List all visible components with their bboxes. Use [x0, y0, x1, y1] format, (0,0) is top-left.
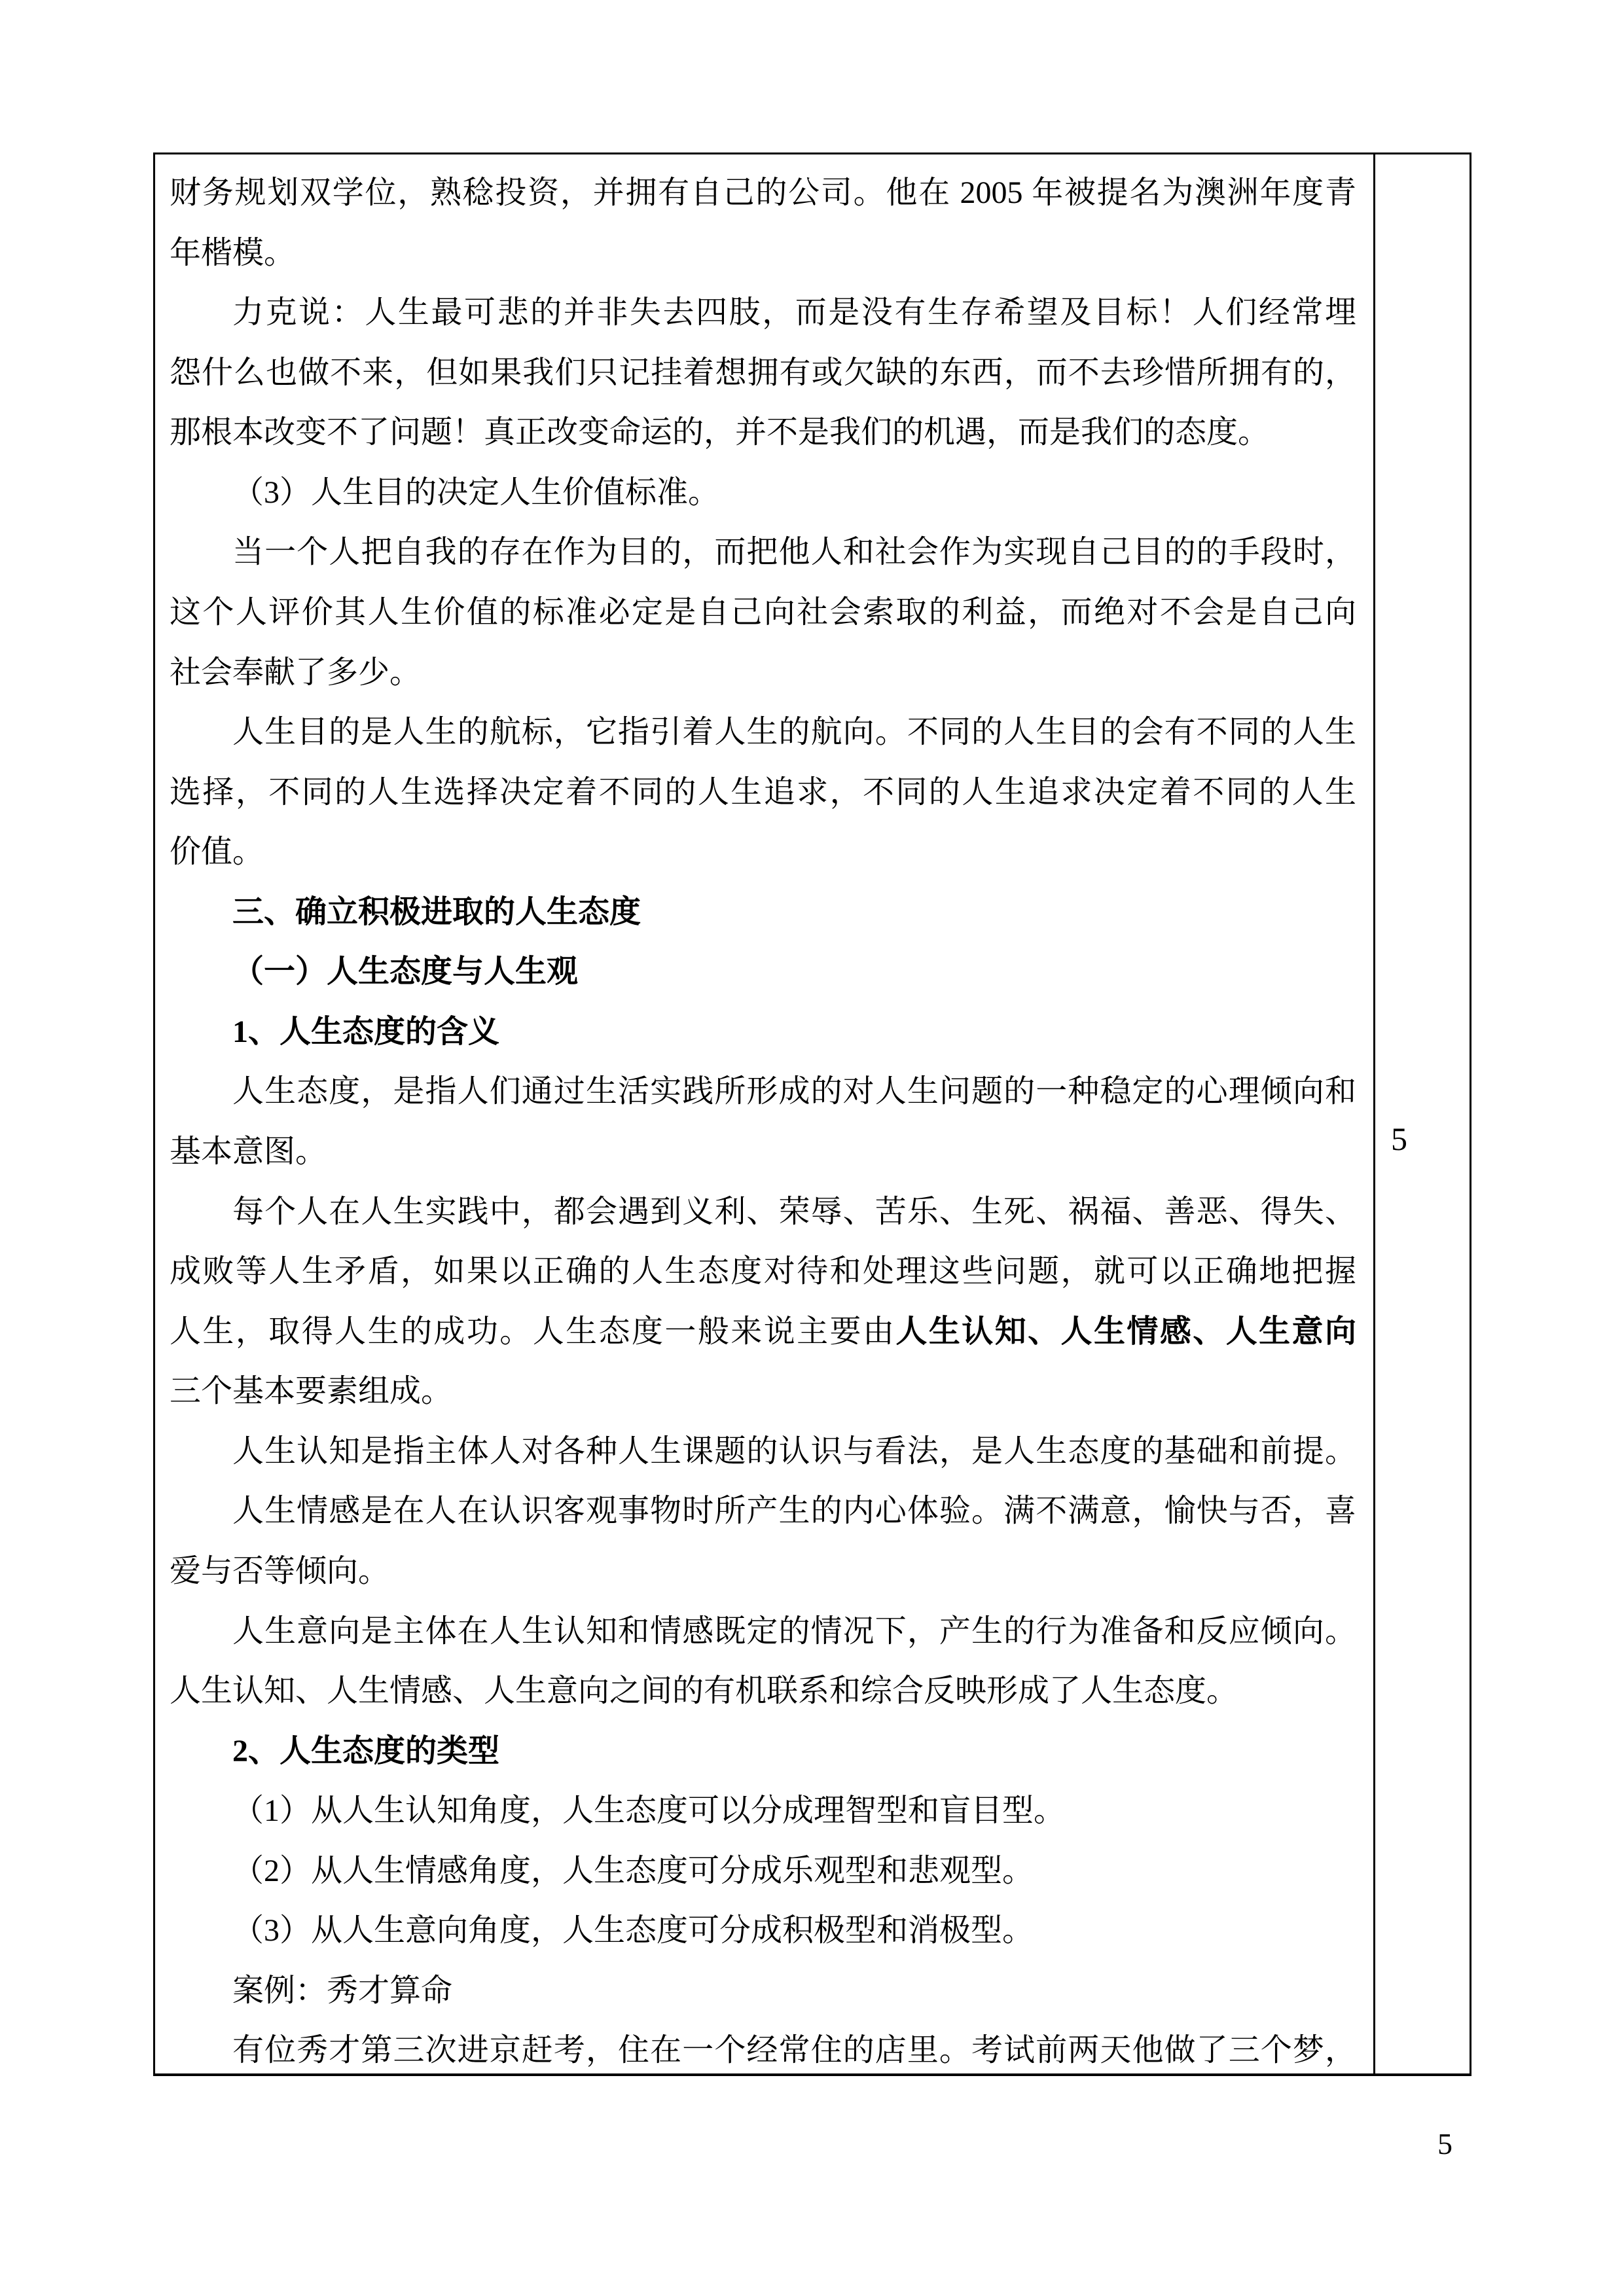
- text-line: [170, 223, 1356, 283]
- text-segment: （1）从人生认知角度，人生态度可以分成理智型和盲目型。: [232, 1793, 1066, 1829]
- text-segment: 人生意向是主体在人生认知和情感既定的情况下，产生的行为准备和反应倾向。: [232, 1613, 1356, 1649]
- text-segment: 财务规划双学位，熟稔投资，并拥有自己的公司。他在 2005 年被提名为澳洲年度青: [170, 175, 1356, 210]
- text-line: [170, 882, 1356, 942]
- text-line: [170, 1781, 1356, 1841]
- text-segment: 三个基本要素组成。: [170, 1374, 453, 1409]
- text-line: [170, 1661, 1356, 1721]
- lesson-plan-table: [153, 152, 1471, 2076]
- text-line: [170, 1182, 1356, 1242]
- text-line: [170, 1242, 1356, 1302]
- text-segment: 选择，不同的人生选择决定着不同的人生追求，不同的人生追求决定着不同的人生: [170, 774, 1356, 810]
- text-line: [170, 1961, 1356, 2021]
- text-segment: 人生态度，是指人们通过生活实践所形成的对人生问题的一种稳定的心理倾向和: [232, 1074, 1356, 1109]
- content-cell: [155, 154, 1375, 2073]
- text-line: [170, 403, 1356, 463]
- text-line: [170, 163, 1356, 223]
- text-line: [170, 1122, 1356, 1182]
- text-segment: 那根本改变不了问题！真正改变命运的，并不是我们的机遇，而是我们的态度。: [170, 415, 1270, 450]
- page-number: 5: [1437, 2127, 1453, 2161]
- text-segment: 人生情感是在人在认识客观事物时所产生的内心体验。满不满意，愉快与否，喜: [232, 1494, 1356, 1529]
- text-segment: 成败等人生矛盾，如果以正确的人生态度对待和处理这些问题，就可以正确地把握: [170, 1254, 1356, 1289]
- text-segment: 这个人评价其人生价值的标准必定是自己向社会索取的利益，而绝对不会是自己向: [170, 594, 1356, 630]
- text-segment: 当一个人把自我的存在作为目的，而把他人和社会作为实现自己目的的手段时，: [232, 535, 1356, 570]
- text-line: [170, 1602, 1356, 1662]
- text-segment: （一）人生态度与人生观: [232, 954, 579, 990]
- text-segment: 案例：秀才算命: [232, 1973, 453, 2008]
- text-segment: 年楷模。: [170, 235, 296, 270]
- text-line: [170, 822, 1356, 882]
- text-segment: 人生，取得人生的成功。人生态度一般来说主要由: [170, 1314, 896, 1349]
- text-line: [170, 522, 1356, 583]
- text-line: [170, 1481, 1356, 1541]
- bold-text-segment: 人生认知、人生情感、人生意向: [895, 1314, 1356, 1349]
- text-segment: 1、人生态度的含义: [232, 1014, 500, 1049]
- text-line: [170, 1302, 1356, 1362]
- text-segment: 价值。: [170, 834, 264, 870]
- text-line: [170, 1541, 1356, 1602]
- text-segment: 三、确立积极进取的人生态度: [232, 894, 641, 929]
- text-segment: 社会奉献了多少。: [170, 655, 422, 690]
- text-segment: 有位秀才第三次进京赶考，住在一个经常住的店里。考试前两天他做了三个梦，: [232, 2033, 1356, 2068]
- text-line: [170, 762, 1356, 823]
- text-line: [170, 702, 1356, 762]
- text-segment: 爱与否等倾向。: [170, 1553, 390, 1588]
- text-line: [170, 583, 1356, 643]
- text-segment: 2、人生态度的类型: [232, 1733, 500, 1768]
- text-line: [170, 1361, 1356, 1422]
- text-segment: 人生认知、人生情感、人生意向之间的有机联系和综合反映形成了人生态度。: [170, 1674, 1238, 1709]
- text-segment: 怨什么也做不来，但如果我们只记挂着想拥有或欠缺的东西，而不去珍惜所拥有的，: [170, 355, 1356, 390]
- text-line: [170, 1901, 1356, 1961]
- text-segment: 每个人在人生实践中，都会遇到义利、荣辱、苦乐、生死、祸福、善恶、得失、: [232, 1194, 1356, 1229]
- text-line: [170, 1422, 1356, 1482]
- text-segment: 人生认知是指主体人对各种人生课题的认识与看法，是人生态度的基础和前提。: [232, 1433, 1356, 1469]
- text-segment: （3）人生目的决定人生价值标准。: [232, 475, 720, 510]
- text-line: [170, 1002, 1356, 1062]
- text-line: [170, 643, 1356, 703]
- text-line: [170, 942, 1356, 1002]
- text-line: [170, 1062, 1356, 1122]
- time-allocation-value: 5: [1391, 1121, 1407, 1157]
- text-segment: （3）从人生意向角度，人生态度可分成积极型和消极型。: [232, 1913, 1034, 1948]
- text-segment: 人生目的是人生的航标，它指引着人生的航向。不同的人生目的会有不同的人生: [232, 715, 1356, 750]
- text-line: [170, 2020, 1356, 2081]
- text-segment: 基本意图。: [170, 1134, 327, 1169]
- time-column-cell: [1375, 154, 1470, 2073]
- text-line: [170, 463, 1356, 523]
- text-line: [170, 1841, 1356, 1901]
- text-line: [170, 283, 1356, 343]
- text-segment: 力克说：人生最可悲的并非失去四肢，而是没有生存希望及目标！人们经常埋: [232, 295, 1356, 331]
- text-segment: （2）从人生情感角度，人生态度可分成乐观型和悲观型。: [232, 1853, 1034, 1888]
- text-line: [170, 343, 1356, 403]
- text-line: [170, 1721, 1356, 1782]
